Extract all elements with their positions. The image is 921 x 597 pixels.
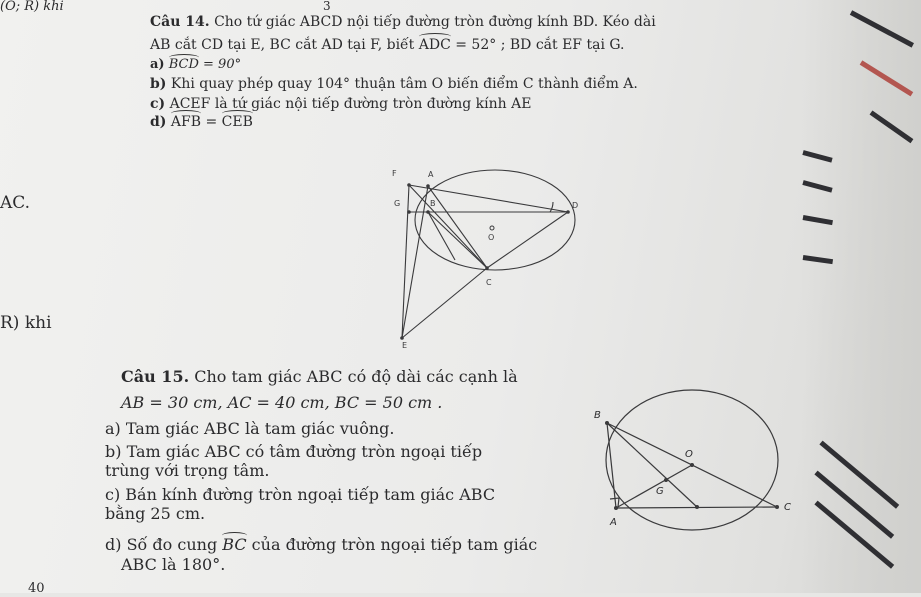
q15-point xyxy=(605,421,609,425)
edge-stripe xyxy=(860,60,914,96)
q15-line2: AB = 30 cm, AC = 40 cm, BC = 50 cm . xyxy=(121,393,443,412)
q15-c2: bằng 25 cm. xyxy=(105,504,206,523)
q14-d xyxy=(150,114,253,130)
cutoff-bottom: 40 xyxy=(28,581,45,596)
q14-label-b: B xyxy=(430,199,436,208)
q15-d1-post: của đường tròn ngoại tiếp tam giác xyxy=(251,535,538,554)
q15-point xyxy=(614,506,618,510)
q14-b-label: b) xyxy=(150,76,167,92)
edge-stripe xyxy=(803,255,833,264)
q14-center xyxy=(490,226,494,230)
q14-point xyxy=(407,210,411,214)
q15-line1 xyxy=(121,368,518,386)
q14-segment xyxy=(402,268,487,338)
q14-figure xyxy=(380,165,590,350)
q15-median xyxy=(616,465,692,508)
q14-label-c: C xyxy=(486,278,492,287)
edge-stripe xyxy=(814,501,894,569)
q14-line2-pre: AB cắt CD tại E, BC cắt AD tại F, biết xyxy=(150,37,415,53)
q15-d2: ABC là 180°. xyxy=(121,555,226,574)
q14-segment xyxy=(428,212,487,268)
q14-a-arc: BCD xyxy=(168,57,199,72)
q14-c-text: ACEF là tứ giác nội tiếp đường tròn đường kính AE xyxy=(169,96,532,112)
q15-figure xyxy=(585,378,800,538)
edge-stripe xyxy=(814,471,894,539)
q14-d-label: d) xyxy=(150,114,167,130)
edge-stripe xyxy=(802,180,832,193)
q14-line1 xyxy=(150,14,656,30)
q15-circle xyxy=(606,390,778,530)
q14-c xyxy=(150,96,531,112)
q14-line1-text: Cho tứ giác ABCD nội tiếp đường tròn đường kính BD. Kéo dài xyxy=(214,14,656,30)
q15-c1: c) Bán kính đường tròn ngoại tiếp tam giác ABC xyxy=(105,485,496,504)
q15-line1-text: Cho tam giác ABC có độ dài các cạnh là xyxy=(194,367,518,386)
cutoff-rkhi: R) khi xyxy=(0,313,52,333)
q15-d1 xyxy=(105,536,537,554)
q14-a-post: = 90° xyxy=(203,57,242,72)
q15-d1-pre: d) Số đo cung xyxy=(105,535,218,554)
q14-label-f: F xyxy=(392,169,397,178)
q14-segment xyxy=(487,212,568,268)
edge-stripe xyxy=(819,441,899,509)
q14-label-a: A xyxy=(428,170,434,179)
q14-label-o: O xyxy=(488,233,495,242)
q14-line2 xyxy=(150,37,625,53)
edge-stripe xyxy=(850,10,914,47)
q14-d-eq: = xyxy=(205,114,218,130)
q14-angle-mark xyxy=(550,202,553,212)
q15-point xyxy=(664,478,668,482)
q15-label-b: B xyxy=(594,410,601,421)
q14-b xyxy=(150,76,638,92)
q14-point xyxy=(426,210,430,214)
q14-circle xyxy=(415,170,575,270)
cutoff-ac: AC. xyxy=(0,193,31,213)
q14-label-g: G xyxy=(394,199,401,208)
q15-b2: trùng với trọng tâm. xyxy=(105,461,270,480)
q14-a xyxy=(150,58,241,73)
q15-point xyxy=(690,463,694,467)
q14-point xyxy=(400,336,404,340)
q14-b-text: Khi quay phép quay 104° thuận tâm O biến điểm C thành điểm A. xyxy=(170,76,638,92)
edge-stripe xyxy=(802,150,832,163)
q14-line2-post: = 52° ; BD cắt EF tại G. xyxy=(455,37,625,53)
q15-b1: b) Tam giác ABC có tâm đường tròn ngoại tiếp xyxy=(105,442,483,461)
q14-c-label: c) xyxy=(150,96,166,112)
q14-point xyxy=(566,210,570,214)
q15-label-a: A xyxy=(610,517,617,528)
q14-a-label: a) xyxy=(150,57,165,72)
q15-a: a) Tam giác ABC là tam giác vuông. xyxy=(105,419,395,438)
q14-point xyxy=(426,184,430,188)
q14-point xyxy=(485,266,489,270)
q15-point xyxy=(775,505,779,509)
q15-point xyxy=(695,505,699,509)
q14-d-arc1: AFB xyxy=(170,114,201,130)
right-edge-shadow xyxy=(801,0,921,593)
q15-title: Câu 15. xyxy=(121,367,190,386)
edge-stripe xyxy=(803,215,833,225)
q14-d-arc2: CEB xyxy=(221,114,253,130)
q14-point xyxy=(407,183,411,187)
cutoff-top-left: (O; R) khi xyxy=(0,0,64,14)
q14-arc-adc: ADC xyxy=(418,37,451,53)
q15-label-o: O xyxy=(685,449,693,460)
page-number: 3 xyxy=(323,0,331,13)
q15-label-g: G xyxy=(656,486,664,497)
q14-label-d: D xyxy=(572,201,579,210)
q14-label-e: E xyxy=(402,341,408,350)
edge-stripe xyxy=(870,110,914,143)
q14-title: Câu 14. xyxy=(150,14,210,30)
q15-d1-arc: BC xyxy=(222,535,247,554)
q15-label-c: C xyxy=(784,502,791,513)
q15-median xyxy=(607,423,697,507)
